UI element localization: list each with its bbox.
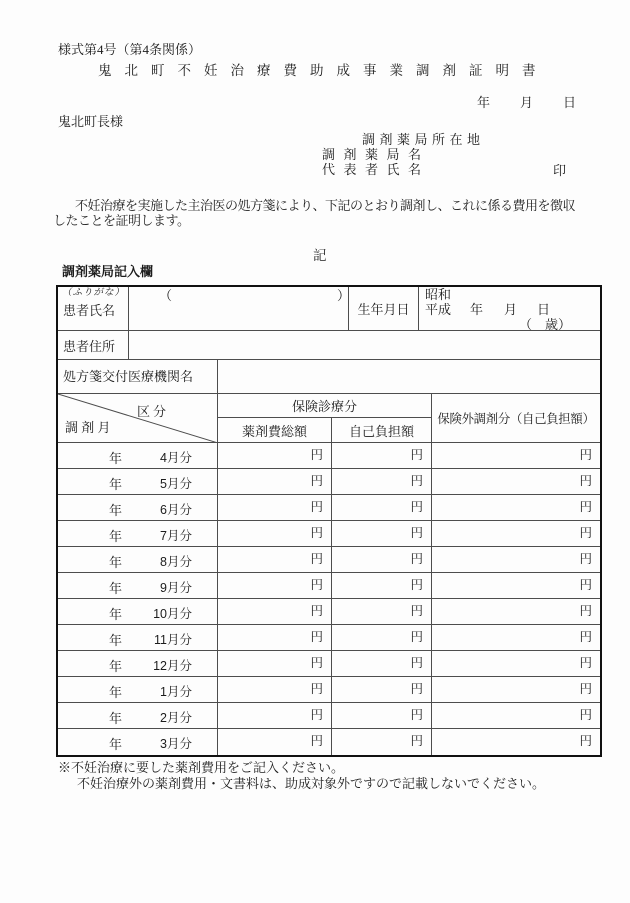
month-row: [58, 521, 600, 547]
drug-total-amount-cell[interactable]: [218, 625, 332, 651]
yen-unit: 円: [579, 734, 592, 748]
yen-unit: 円: [579, 604, 592, 618]
form-number: 様式第4号（第4条関係）: [58, 42, 202, 57]
self-pay-amount-cell[interactable]: [332, 495, 432, 521]
month-row: [58, 573, 600, 599]
age-paren-label: （ 歳）: [519, 317, 572, 332]
birthdate-label: 生年月日: [357, 302, 410, 317]
month-row: [58, 443, 600, 469]
drug-total-amount-cell[interactable]: [218, 599, 332, 625]
furigana-label: （ふりがな）: [62, 288, 126, 298]
month-name: 10月分: [153, 607, 192, 621]
drug-total-amount-cell[interactable]: [218, 651, 332, 677]
non-insurance-amount-cell[interactable]: [432, 677, 600, 703]
month-label-cell: [58, 547, 218, 573]
self-pay-amount-cell[interactable]: [332, 625, 432, 651]
pharmacy-name-label: 調剤薬局名: [322, 147, 430, 162]
birth-month-label: 月: [504, 302, 518, 317]
yen-unit: 円: [579, 578, 592, 592]
month-row: [58, 547, 600, 573]
self-pay-amount-cell[interactable]: [332, 651, 432, 677]
month-row: [58, 599, 600, 625]
drug-total-amount-cell[interactable]: [218, 469, 332, 495]
yen-unit: 円: [310, 500, 323, 514]
patient-address-label-cell: [58, 331, 129, 360]
month-label-cell: [58, 625, 218, 651]
yen-unit: 円: [410, 552, 423, 566]
month-row: [58, 625, 600, 651]
month-label-cell: [58, 729, 218, 755]
non-insurance-amount-cell[interactable]: [432, 599, 600, 625]
institution-label-cell: [58, 360, 218, 394]
month-label-cell: [58, 599, 218, 625]
yen-unit: 円: [579, 526, 592, 540]
drug-total-amount-cell[interactable]: [218, 495, 332, 521]
birth-day-label: 日: [537, 302, 551, 317]
non-insurance-amount-cell[interactable]: [432, 547, 600, 573]
year-label: 年: [109, 451, 123, 466]
month-name: 8月分: [160, 555, 192, 569]
yen-unit: 円: [410, 604, 423, 618]
month-label-cell: [58, 495, 218, 521]
month-label-cell: [58, 521, 218, 547]
drug-cost-total-header: 薬剤費総額: [218, 418, 332, 443]
year-label: 年: [109, 685, 123, 700]
year-label: 年: [109, 737, 123, 752]
non-insurance-amount-cell[interactable]: [432, 729, 600, 755]
date-year-label: 年: [477, 95, 491, 110]
yen-unit: 円: [310, 734, 323, 748]
yen-unit: 円: [310, 474, 323, 488]
yen-unit: 円: [310, 448, 323, 462]
seal-mark: 印: [553, 163, 567, 178]
non-insurance-amount-cell[interactable]: [432, 495, 600, 521]
furigana-paren-close: ）: [337, 288, 351, 303]
body-text-line2: したことを証明します。: [53, 213, 190, 228]
non-insurance-amount-cell[interactable]: [432, 625, 600, 651]
month-row: [58, 651, 600, 677]
yen-unit: 円: [579, 708, 592, 722]
kubun-header: 区分: [137, 404, 170, 419]
yen-unit: 円: [310, 708, 323, 722]
drug-total-amount-cell[interactable]: [218, 729, 332, 755]
non-insurance-amount-cell[interactable]: [432, 703, 600, 729]
self-pay-amount-cell[interactable]: [332, 703, 432, 729]
non-insurance-amount-cell[interactable]: [432, 651, 600, 677]
yen-unit: 円: [310, 604, 323, 618]
month-row: [58, 495, 600, 521]
yen-unit: 円: [410, 734, 423, 748]
yen-unit: 円: [410, 448, 423, 462]
non-insurance-amount-cell[interactable]: [432, 521, 600, 547]
month-label-cell: [58, 443, 218, 469]
patient-name-input-cell[interactable]: [129, 287, 349, 331]
era-heisei-label: 平成: [425, 302, 452, 317]
patient-name-label-cell: [58, 287, 129, 331]
month-name: 7月分: [160, 529, 192, 543]
month-name: 12月分: [153, 659, 192, 673]
self-pay-amount-cell[interactable]: [332, 521, 432, 547]
non-insurance-header: 保険外調剤分（自己負担額）: [432, 394, 600, 443]
yen-unit: 円: [310, 578, 323, 592]
month-row: [58, 729, 600, 755]
insurance-treatment-header: 保険診療分: [218, 394, 432, 418]
yen-unit: 円: [310, 682, 323, 696]
pharmacy-entry-table: [56, 285, 602, 757]
date-day-label: 日: [563, 95, 577, 110]
month-name: 2月分: [160, 711, 192, 725]
institution-input-cell[interactable]: [218, 360, 600, 394]
note-line2: 不妊治療外の薬剤費用・文書料は、助成対象外ですので記載しないでください。: [77, 776, 546, 791]
month-name: 1月分: [160, 685, 192, 699]
month-row: [58, 677, 600, 703]
yen-unit: 円: [410, 682, 423, 696]
year-label: 年: [109, 581, 123, 596]
yen-unit: 円: [579, 474, 592, 488]
birthdate-input-cell[interactable]: [419, 287, 600, 331]
drug-total-amount-cell[interactable]: [218, 573, 332, 599]
drug-total-amount-cell[interactable]: [218, 521, 332, 547]
month-row: [58, 469, 600, 495]
self-pay-header: 自己負担額: [332, 418, 432, 443]
era-showa-label: 昭和: [425, 287, 452, 302]
yen-unit: 円: [410, 526, 423, 540]
yen-unit: 円: [310, 630, 323, 644]
year-label: 年: [109, 503, 123, 518]
section-label: 調剤薬局記入欄: [62, 264, 154, 279]
birthdate-label-cell: [349, 287, 419, 331]
date-month-label: 月: [520, 95, 534, 110]
year-label: 年: [109, 529, 123, 544]
self-pay-amount-cell[interactable]: [332, 469, 432, 495]
non-insurance-amount-cell[interactable]: [432, 573, 600, 599]
yen-unit: 円: [410, 656, 423, 670]
month-label-cell: [58, 469, 218, 495]
yen-unit: 円: [579, 448, 592, 462]
patient-name-label: 患者氏名: [63, 303, 116, 318]
year-label: 年: [109, 607, 123, 622]
document-title: 鬼北町不妊治療費助成事業調剤証明書: [98, 63, 549, 78]
self-pay-amount-cell[interactable]: [332, 729, 432, 755]
month-label-cell: [58, 677, 218, 703]
yen-unit: 円: [579, 656, 592, 670]
patient-address-input-cell[interactable]: [129, 331, 600, 360]
month-name: 4月分: [160, 451, 192, 465]
addressee: 鬼北町長様: [58, 114, 124, 129]
drug-total-amount-cell[interactable]: [218, 703, 332, 729]
drug-total-amount-cell[interactable]: [218, 677, 332, 703]
yen-unit: 円: [310, 656, 323, 670]
non-insurance-amount-cell[interactable]: [432, 469, 600, 495]
yen-unit: 円: [310, 526, 323, 540]
month-label-cell: [58, 651, 218, 677]
self-pay-amount-cell[interactable]: [332, 677, 432, 703]
month-name: 9月分: [160, 581, 192, 595]
record-mark: 記: [313, 248, 327, 263]
patient-address-label: 患者住所: [63, 339, 116, 354]
body-text-line1: 不妊治療を実施した主治医の処方箋により、下記のとおり調剤し、これに係る費用を徴収: [75, 198, 576, 213]
yen-unit: 円: [410, 708, 423, 722]
year-label: 年: [109, 633, 123, 648]
month-name: 5月分: [160, 477, 192, 491]
diagonal-header-cell: [58, 394, 218, 443]
dispensing-month-header: 調 剤 月: [65, 420, 111, 435]
month-label-cell: [58, 573, 218, 599]
month-row: [58, 703, 600, 729]
month-name: 3月分: [160, 737, 192, 751]
yen-unit: 円: [579, 552, 592, 566]
institution-label: 処方箋交付医療機関名: [63, 369, 194, 384]
yen-unit: 円: [410, 500, 423, 514]
yen-unit: 円: [579, 500, 592, 514]
month-label-cell: [58, 703, 218, 729]
year-label: 年: [109, 659, 123, 674]
self-pay-amount-cell[interactable]: [332, 547, 432, 573]
yen-unit: 円: [579, 682, 592, 696]
month-name: 6月分: [160, 503, 192, 517]
yen-unit: 円: [410, 474, 423, 488]
furigana-paren-open: （: [159, 288, 173, 303]
self-pay-amount-cell[interactable]: [332, 443, 432, 469]
yen-unit: 円: [410, 578, 423, 592]
note-line1: ※不妊治療に要した薬剤費用をご記入ください。: [58, 760, 345, 775]
birth-year-label: 年: [470, 302, 484, 317]
non-insurance-amount-cell[interactable]: [432, 443, 600, 469]
drug-total-amount-cell[interactable]: [218, 443, 332, 469]
pharmacy-address-label: 調剤薬局所在地: [362, 132, 485, 147]
month-name: 11月分: [154, 633, 192, 647]
self-pay-amount-cell[interactable]: [332, 573, 432, 599]
year-label: 年: [109, 477, 123, 492]
yen-unit: 円: [410, 630, 423, 644]
year-label: 年: [109, 711, 123, 726]
drug-total-amount-cell[interactable]: [218, 547, 332, 573]
representative-name-label: 代表者氏名: [322, 162, 430, 177]
yen-unit: 円: [579, 630, 592, 644]
year-label: 年: [109, 555, 123, 570]
yen-unit: 円: [310, 552, 323, 566]
self-pay-amount-cell[interactable]: [332, 599, 432, 625]
